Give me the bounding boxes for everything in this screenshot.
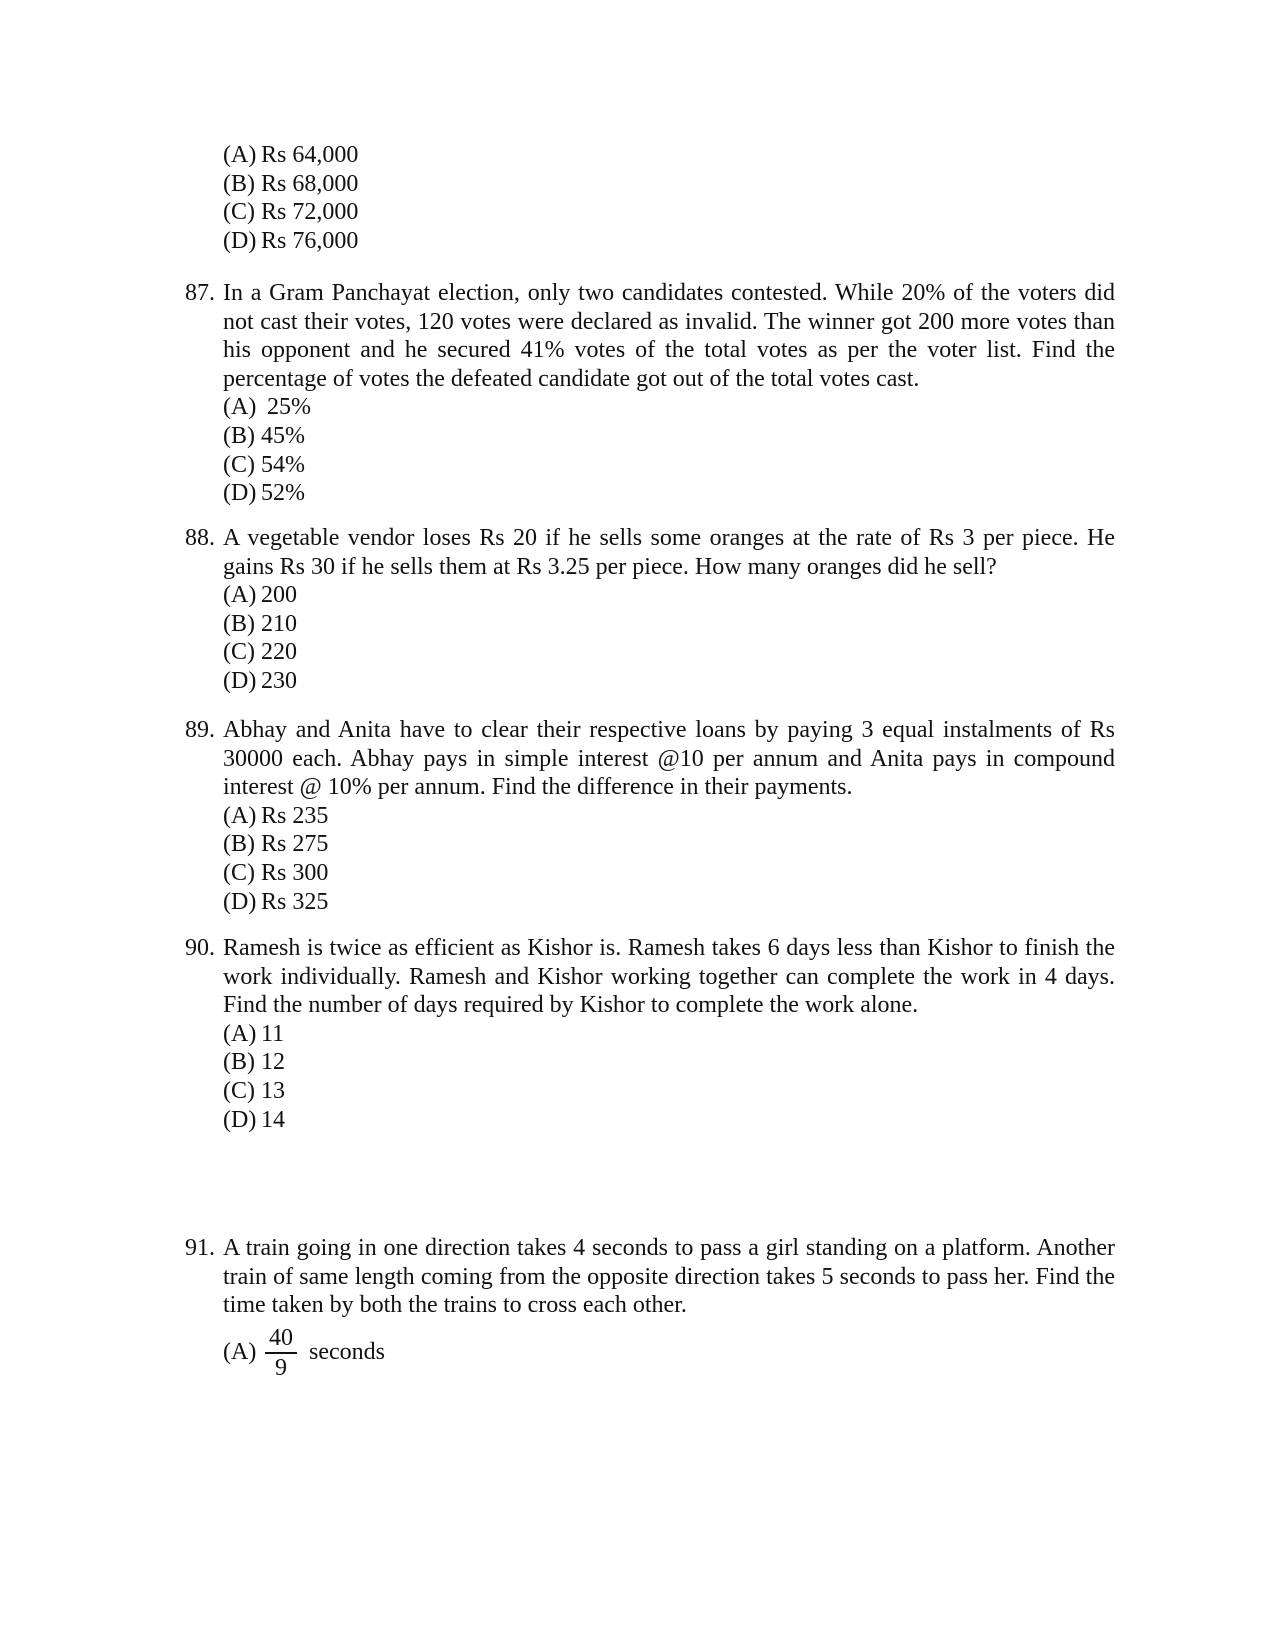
question-text: A vegetable vendor loses Rs 20 if he sells some oranges at the rate of Rs 3 per piece. He gains Rs 30 if he sells them at Rs 3.25 per piece. How many oranges did he sell? [223,525,1115,580]
previous-question-options [185,141,1115,255]
question-number: 89. [185,717,215,743]
option-a: (A) 11 [223,1020,285,1047]
option-a: (A) Rs 235 [223,802,329,829]
question-87 [185,279,1115,508]
option-b: (B) 210 [223,610,297,637]
question-text: In a Gram Panchayat election, only two candidates contested. While 20% of the voters did not cast their votes, 120 votes were declared as invalid. The winner got 200 more votes than his opponent and he secured 41% votes of the total votes as per the voter list. Find the percentage of votes the defeated candidate got out of the total votes cast. [223,280,1115,392]
option-b: (B) Rs 275 [223,831,329,858]
option-c: (C) 220 [223,639,297,666]
fraction-numerator: 40 [265,1324,297,1354]
option-b: (B) 45% [223,422,305,449]
option-c: (C) Rs 300 [223,859,329,886]
unit-label: seconds [309,1339,385,1366]
option-b: (B) Rs 68,000 [223,170,359,197]
question-90 [185,934,1115,1134]
question-text: Abhay and Anita have to clear their respective loans by paying 3 equal instalments of Rs 30000 each. Abhay pays in simple interest @10 per annum and Anita pays in compound interest @ 10% per annum. Find the difference in their payments. [223,717,1115,801]
question-number: 91. [185,1235,215,1261]
option-d: (D) 230 [223,667,297,694]
question-number: 88. [185,525,215,551]
option-b: (B) 12 [223,1049,285,1076]
question-text: Ramesh is twice as efficient as Kishor is. Ramesh takes 6 days less than Kishor to finish the work individually. Ramesh and Kishor working together can complete the work in 4 days. Find the number of days required by Kishor to complete the work alone. [223,935,1115,1019]
fraction-denominator: 9 [275,1354,287,1381]
option-d: (D) 52% [223,480,305,507]
option-d: (D) Rs 76,000 [223,227,359,254]
option-c: (C) 54% [223,451,305,478]
option-c: (C) Rs 72,000 [223,199,359,226]
option-a: (A) Rs 64,000 [223,142,359,168]
question-number: 90. [185,935,215,961]
question-91 [185,1234,1115,1382]
option-a: (A) $\frac{40}{9}$ seconds [223,1324,385,1381]
question-88 [185,524,1115,696]
question-number: 87. [185,280,215,306]
option-a: (A) 200 [223,582,297,609]
fraction [265,1324,297,1382]
option-d: (D) 14 [223,1106,285,1133]
question-89 [185,716,1115,916]
option-c: (C) 13 [223,1077,285,1104]
option-d: (D) Rs 325 [223,888,329,915]
option-a: (A) 25% [223,394,311,421]
question-text: A train going in one direction takes 4 seconds to pass a girl standing on a platform. Another train of same length coming from the opposite direction takes 5 seconds to pass her. Find the time taken by both the trains to cross each other. [223,1235,1115,1319]
